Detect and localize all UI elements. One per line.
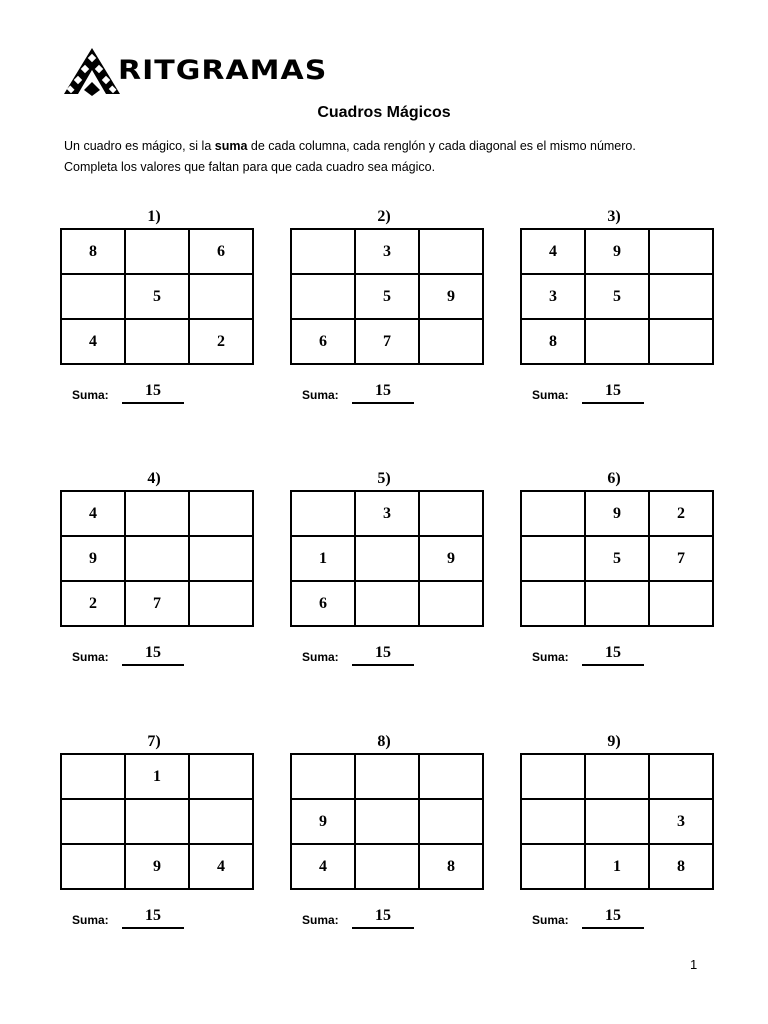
grid-cell[interactable] (419, 581, 483, 626)
puzzle-number: 7) (147, 733, 161, 750)
grid-cell[interactable]: 9 (585, 229, 649, 274)
sum-value: 15 (122, 644, 184, 666)
grid-cell[interactable] (355, 844, 419, 889)
grid-cell[interactable]: 1 (291, 536, 355, 581)
sum-label: Suma: (72, 388, 109, 402)
magic-square-grid (520, 753, 714, 890)
grid-cell[interactable] (355, 536, 419, 581)
puzzle-number: 6) (607, 470, 621, 487)
sum-value: 15 (582, 644, 644, 666)
magic-square-grid (290, 490, 484, 627)
grid-cell[interactable]: 5 (585, 274, 649, 319)
sum-value: 15 (582, 907, 644, 929)
magic-square-grid (520, 490, 714, 627)
magic-square-grid (290, 753, 484, 890)
instructions-line-2: Completa los valores que faltan para que cada cuadro sea mágico. (64, 160, 436, 174)
sum-row (302, 907, 478, 929)
grid-cell[interactable] (355, 754, 419, 799)
grid-cell[interactable]: 4 (61, 491, 125, 536)
grid-cell[interactable] (125, 799, 189, 844)
grid-cell[interactable] (585, 581, 649, 626)
grid-cell[interactable] (649, 581, 713, 626)
grid-cell[interactable]: 8 (419, 844, 483, 889)
sum-row (532, 907, 708, 929)
grid-cell[interactable]: 9 (61, 536, 125, 581)
grid-cell[interactable] (419, 319, 483, 364)
grid-cell[interactable]: 8 (649, 844, 713, 889)
grid-cell[interactable]: 2 (61, 581, 125, 626)
puzzle-number: 1) (147, 208, 161, 225)
grid-cell[interactable] (355, 581, 419, 626)
grid-cell[interactable] (585, 319, 649, 364)
sum-row (302, 382, 478, 404)
sum-row (72, 907, 248, 929)
sum-value: 15 (352, 907, 414, 929)
grid-cell[interactable]: 1 (125, 754, 189, 799)
grid-cell[interactable] (189, 799, 253, 844)
magic-square-grid (60, 753, 254, 890)
grid-cell[interactable]: 8 (61, 229, 125, 274)
grid-cell[interactable] (291, 491, 355, 536)
grid-cell[interactable]: 6 (291, 319, 355, 364)
grid-cell[interactable] (585, 799, 649, 844)
grid-cell[interactable] (291, 754, 355, 799)
magic-square-grid (60, 228, 254, 365)
sum-label: Suma: (302, 913, 339, 927)
grid-cell[interactable] (585, 754, 649, 799)
puzzle-number: 8) (377, 733, 391, 750)
instructions-line-1 (64, 136, 724, 157)
grid-cell[interactable]: 2 (649, 491, 713, 536)
grid-cell[interactable] (355, 799, 419, 844)
sum-label: Suma: (532, 913, 569, 927)
grid-cell[interactable]: 3 (521, 274, 585, 319)
sum-value: 15 (582, 382, 644, 404)
grid-cell[interactable] (521, 536, 585, 581)
magic-square-grid (290, 228, 484, 365)
grid-cell[interactable] (189, 491, 253, 536)
grid-cell[interactable]: 9 (125, 844, 189, 889)
puzzle-number: 9) (607, 733, 621, 750)
logo (62, 46, 327, 96)
grid-cell[interactable]: 1 (585, 844, 649, 889)
sum-label: Suma: (532, 388, 569, 402)
grid-cell[interactable] (521, 799, 585, 844)
sum-value: 15 (122, 907, 184, 929)
grid-cell[interactable]: 4 (61, 319, 125, 364)
grid-cell[interactable] (291, 274, 355, 319)
page-title: Cuadros Mágicos (317, 104, 451, 121)
sum-label: Suma: (532, 650, 569, 664)
instructions (64, 136, 724, 178)
grid-cell[interactable] (125, 491, 189, 536)
grid-cell[interactable] (61, 274, 125, 319)
grid-cell[interactable] (649, 754, 713, 799)
grid-cell[interactable] (649, 319, 713, 364)
grid-cell[interactable] (125, 319, 189, 364)
puzzle-number: 2) (377, 208, 391, 225)
grid-cell[interactable] (189, 754, 253, 799)
puzzle-number: 3) (607, 208, 621, 225)
grid-cell[interactable] (419, 491, 483, 536)
grid-cell[interactable]: 4 (291, 844, 355, 889)
grid-cell[interactable]: 3 (355, 491, 419, 536)
grid-cell[interactable] (125, 229, 189, 274)
grid-cell[interactable]: 9 (419, 536, 483, 581)
grid-cell[interactable] (419, 754, 483, 799)
sum-label: Suma: (72, 650, 109, 664)
grid-cell[interactable] (521, 581, 585, 626)
grid-cell[interactable]: 7 (649, 536, 713, 581)
grid-cell[interactable]: 9 (585, 491, 649, 536)
logo-a-mark-icon (62, 46, 122, 96)
grid-cell[interactable] (189, 581, 253, 626)
grid-cell[interactable] (649, 274, 713, 319)
grid-cell[interactable] (125, 536, 189, 581)
grid-cell[interactable] (61, 799, 125, 844)
sum-value: 15 (122, 382, 184, 404)
page-number: 1 (690, 957, 698, 972)
sum-row (72, 644, 248, 666)
grid-cell[interactable]: 3 (355, 229, 419, 274)
magic-square-grid (60, 490, 254, 627)
grid-cell[interactable]: 9 (419, 274, 483, 319)
grid-cell[interactable]: 2 (189, 319, 253, 364)
grid-cell[interactable] (189, 274, 253, 319)
sum-value: 15 (352, 644, 414, 666)
grid-cell[interactable]: 5 (585, 536, 649, 581)
instructions-bold-word: suma (214, 139, 248, 153)
grid-cell[interactable]: 4 (521, 229, 585, 274)
magic-square-grid (520, 228, 714, 365)
sum-label: Suma: (72, 913, 109, 927)
grid-cell[interactable]: 5 (125, 274, 189, 319)
grid-cell[interactable]: 7 (355, 319, 419, 364)
grid-cell[interactable]: 6 (189, 229, 253, 274)
sum-row (302, 644, 478, 666)
logo-text: RITGRAMAS (118, 54, 328, 87)
sum-row (532, 382, 708, 404)
sum-label: Suma: (302, 650, 339, 664)
sum-row (72, 382, 248, 404)
grid-cell[interactable] (521, 844, 585, 889)
grid-cell[interactable]: 8 (521, 319, 585, 364)
grid-cell[interactable]: 3 (649, 799, 713, 844)
grid-cell[interactable] (61, 754, 125, 799)
grid-cell[interactable] (649, 229, 713, 274)
grid-cell[interactable] (291, 229, 355, 274)
grid-cell[interactable] (189, 536, 253, 581)
grid-cell[interactable] (61, 844, 125, 889)
instructions-text: de cada columna, cada renglón y cada diagonal es el mismo número. (247, 139, 636, 153)
sum-row (532, 644, 708, 666)
sum-value: 15 (352, 382, 414, 404)
grid-cell[interactable] (419, 799, 483, 844)
grid-cell[interactable]: 9 (291, 799, 355, 844)
grid-cell[interactable] (419, 229, 483, 274)
grid-cell[interactable]: 6 (291, 581, 355, 626)
grid-cell[interactable]: 5 (355, 274, 419, 319)
puzzle-number: 4) (147, 470, 161, 487)
puzzle-number: 5) (377, 470, 391, 487)
grid-cell[interactable] (521, 491, 585, 536)
grid-cell[interactable]: 7 (125, 581, 189, 626)
sum-label: Suma: (302, 388, 339, 402)
instructions-text: Un cuadro es mágico, si la (64, 139, 215, 153)
grid-cell[interactable]: 4 (189, 844, 253, 889)
grid-cell[interactable] (521, 754, 585, 799)
